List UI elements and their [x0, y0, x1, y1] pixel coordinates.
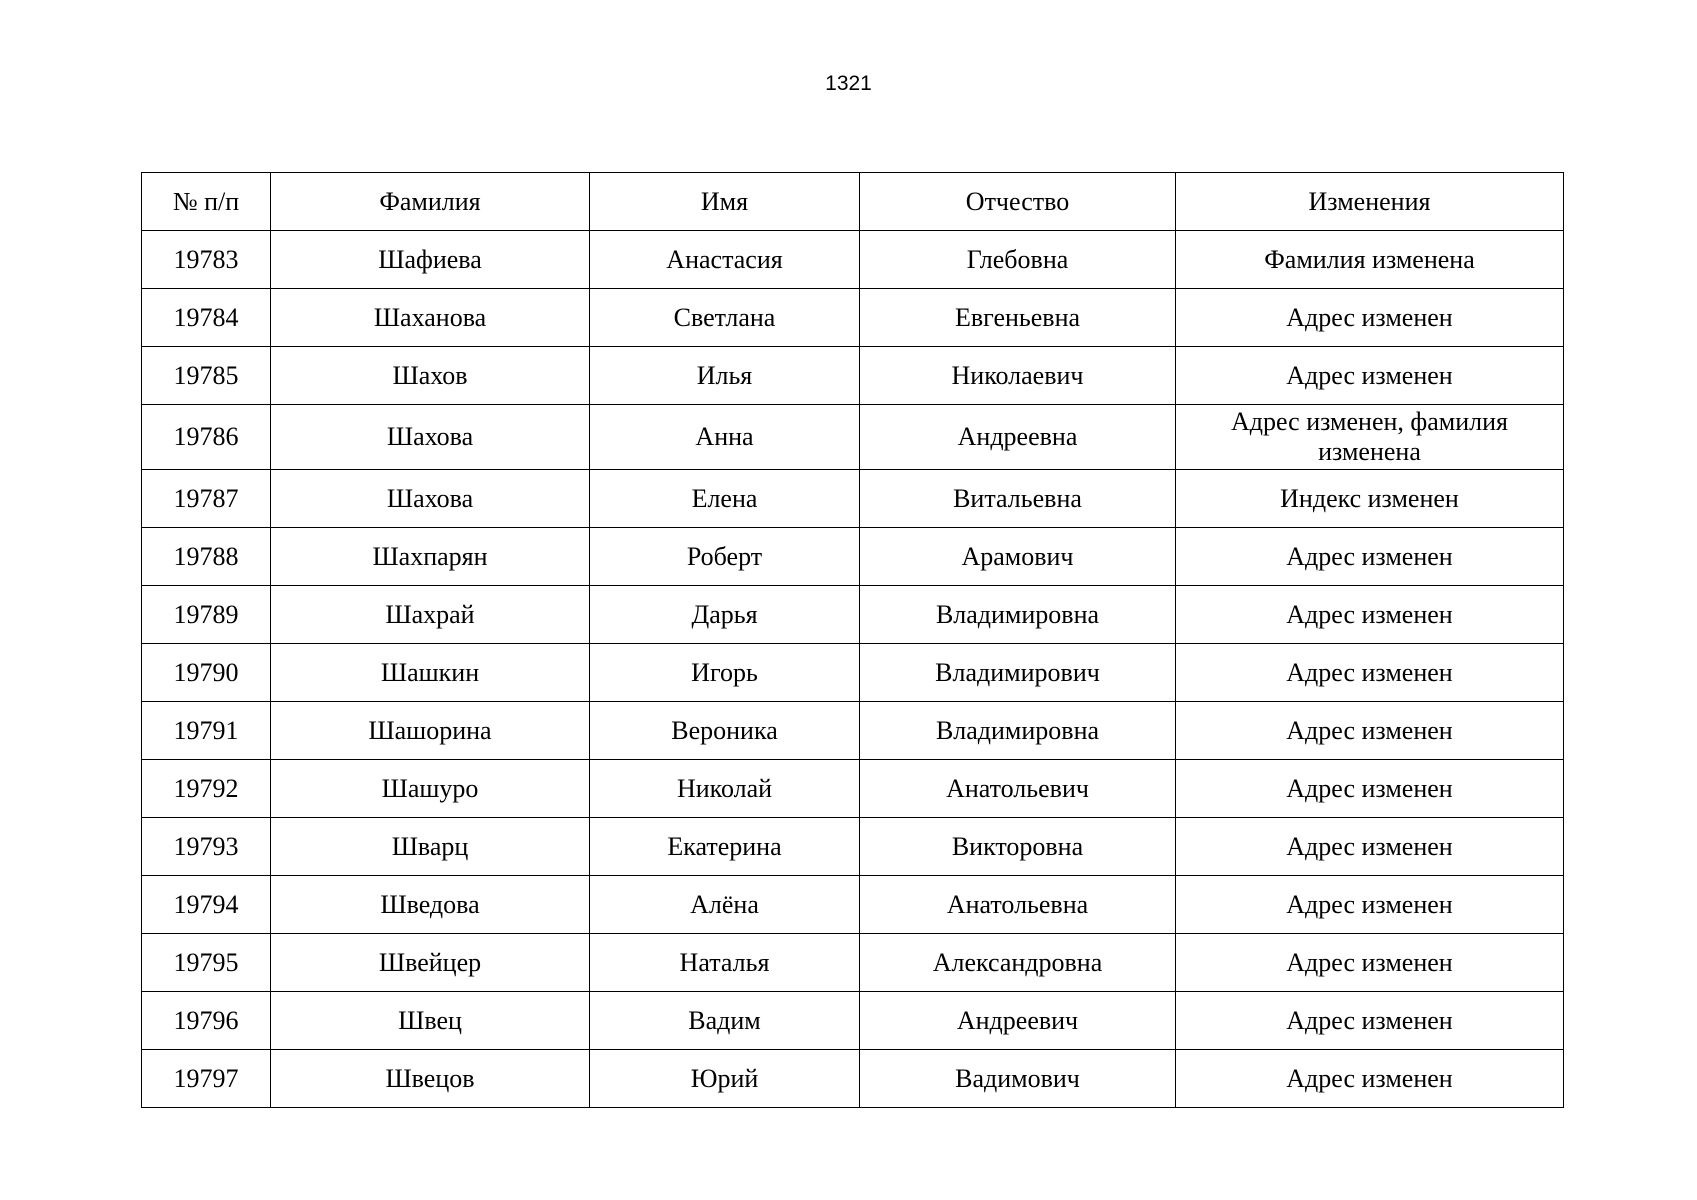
- cell-changes: Адрес изменен: [1176, 347, 1564, 405]
- cell-changes: Адрес изменен: [1176, 586, 1564, 644]
- cell-first-name: Вероника: [590, 702, 860, 760]
- cell-patronymic: Владимировна: [860, 586, 1176, 644]
- cell-changes: Адрес изменен: [1176, 644, 1564, 702]
- cell-num: 19786: [142, 405, 271, 470]
- cell-first-name: Алёна: [590, 876, 860, 934]
- cell-last-name: Шашкин: [271, 644, 590, 702]
- cell-first-name: Светлана: [590, 289, 860, 347]
- cell-num: 19785: [142, 347, 271, 405]
- cell-patronymic: Анатольевна: [860, 876, 1176, 934]
- cell-changes: Индекс изменен: [1176, 470, 1564, 528]
- cell-patronymic: Владимирович: [860, 644, 1176, 702]
- cell-num: 19788: [142, 528, 271, 586]
- table-row: [142, 528, 1564, 586]
- cell-first-name: Наталья: [590, 934, 860, 992]
- cell-last-name: Шахова: [271, 405, 590, 470]
- table-row: [142, 702, 1564, 760]
- table-row: [142, 876, 1564, 934]
- cell-num: 19796: [142, 992, 271, 1050]
- cell-first-name: Николай: [590, 760, 860, 818]
- cell-changes: Адрес изменен: [1176, 702, 1564, 760]
- cell-num: 19793: [142, 818, 271, 876]
- table-row: [142, 818, 1564, 876]
- cell-changes: Адрес изменен: [1176, 528, 1564, 586]
- cell-changes: Адрес изменен: [1176, 876, 1564, 934]
- cell-first-name: Анна: [590, 405, 860, 470]
- cell-last-name: Швейцер: [271, 934, 590, 992]
- page-number: 1321: [825, 72, 872, 95]
- cell-patronymic: Александровна: [860, 934, 1176, 992]
- header-patronymic: Отчество: [860, 173, 1176, 231]
- cell-last-name: Шахов: [271, 347, 590, 405]
- cell-num: 19795: [142, 934, 271, 992]
- cell-first-name: Игорь: [590, 644, 860, 702]
- cell-patronymic: Арамович: [860, 528, 1176, 586]
- cell-changes: Адрес изменен, фамилия изменена: [1176, 405, 1564, 470]
- cell-changes: Адрес изменен: [1176, 818, 1564, 876]
- table-row: [142, 934, 1564, 992]
- cell-first-name: Екатерина: [590, 818, 860, 876]
- cell-last-name: Шведова: [271, 876, 590, 934]
- table-row: [142, 586, 1564, 644]
- cell-last-name: Шахрай: [271, 586, 590, 644]
- cell-first-name: Илья: [590, 347, 860, 405]
- cell-last-name: Шахпарян: [271, 528, 590, 586]
- cell-last-name: Швецов: [271, 1050, 590, 1108]
- cell-first-name: Дарья: [590, 586, 860, 644]
- cell-last-name: Шашорина: [271, 702, 590, 760]
- cell-patronymic: Николаевич: [860, 347, 1176, 405]
- cell-last-name: Швец: [271, 992, 590, 1050]
- cell-last-name: Шафиева: [271, 231, 590, 289]
- cell-num: 19797: [142, 1050, 271, 1108]
- cell-patronymic: Андреевич: [860, 992, 1176, 1050]
- cell-patronymic: Анатольевич: [860, 760, 1176, 818]
- cell-patronymic: Викторовна: [860, 818, 1176, 876]
- cell-num: 19787: [142, 470, 271, 528]
- cell-num: 19784: [142, 289, 271, 347]
- header-changes: Изменения: [1176, 173, 1564, 231]
- cell-num: 19789: [142, 586, 271, 644]
- cell-changes: Адрес изменен: [1176, 1050, 1564, 1108]
- table-row: [142, 347, 1564, 405]
- cell-changes: Адрес изменен: [1176, 760, 1564, 818]
- cell-changes: Фамилия изменена: [1176, 231, 1564, 289]
- header-first-name: Имя: [590, 173, 860, 231]
- registry-table: [141, 172, 1564, 1108]
- cell-patronymic: Владимировна: [860, 702, 1176, 760]
- cell-num: 19790: [142, 644, 271, 702]
- table-row: [142, 760, 1564, 818]
- cell-changes: Адрес изменен: [1176, 992, 1564, 1050]
- cell-first-name: Юрий: [590, 1050, 860, 1108]
- cell-num: 19792: [142, 760, 271, 818]
- table-row: [142, 470, 1564, 528]
- cell-first-name: Анастасия: [590, 231, 860, 289]
- cell-num: 19783: [142, 231, 271, 289]
- cell-patronymic: Витальевна: [860, 470, 1176, 528]
- table-row: [142, 231, 1564, 289]
- header-num: № п/п: [142, 173, 271, 231]
- table-row: [142, 644, 1564, 702]
- cell-first-name: Вадим: [590, 992, 860, 1050]
- table-row: [142, 289, 1564, 347]
- table-header-row: [142, 173, 1564, 231]
- cell-patronymic: Андреевна: [860, 405, 1176, 470]
- header-last-name: Фамилия: [271, 173, 590, 231]
- cell-patronymic: Евгеньевна: [860, 289, 1176, 347]
- cell-first-name: Елена: [590, 470, 860, 528]
- cell-changes: Адрес изменен: [1176, 289, 1564, 347]
- cell-patronymic: Вадимович: [860, 1050, 1176, 1108]
- cell-last-name: Шахова: [271, 470, 590, 528]
- cell-last-name: Шаханова: [271, 289, 590, 347]
- table-row: [142, 405, 1564, 470]
- cell-num: 19794: [142, 876, 271, 934]
- table-row: [142, 992, 1564, 1050]
- cell-patronymic: Глебовна: [860, 231, 1176, 289]
- cell-first-name: Роберт: [590, 528, 860, 586]
- table-row: [142, 1050, 1564, 1108]
- cell-changes: Адрес изменен: [1176, 934, 1564, 992]
- cell-last-name: Шварц: [271, 818, 590, 876]
- cell-num: 19791: [142, 702, 271, 760]
- cell-last-name: Шашуро: [271, 760, 590, 818]
